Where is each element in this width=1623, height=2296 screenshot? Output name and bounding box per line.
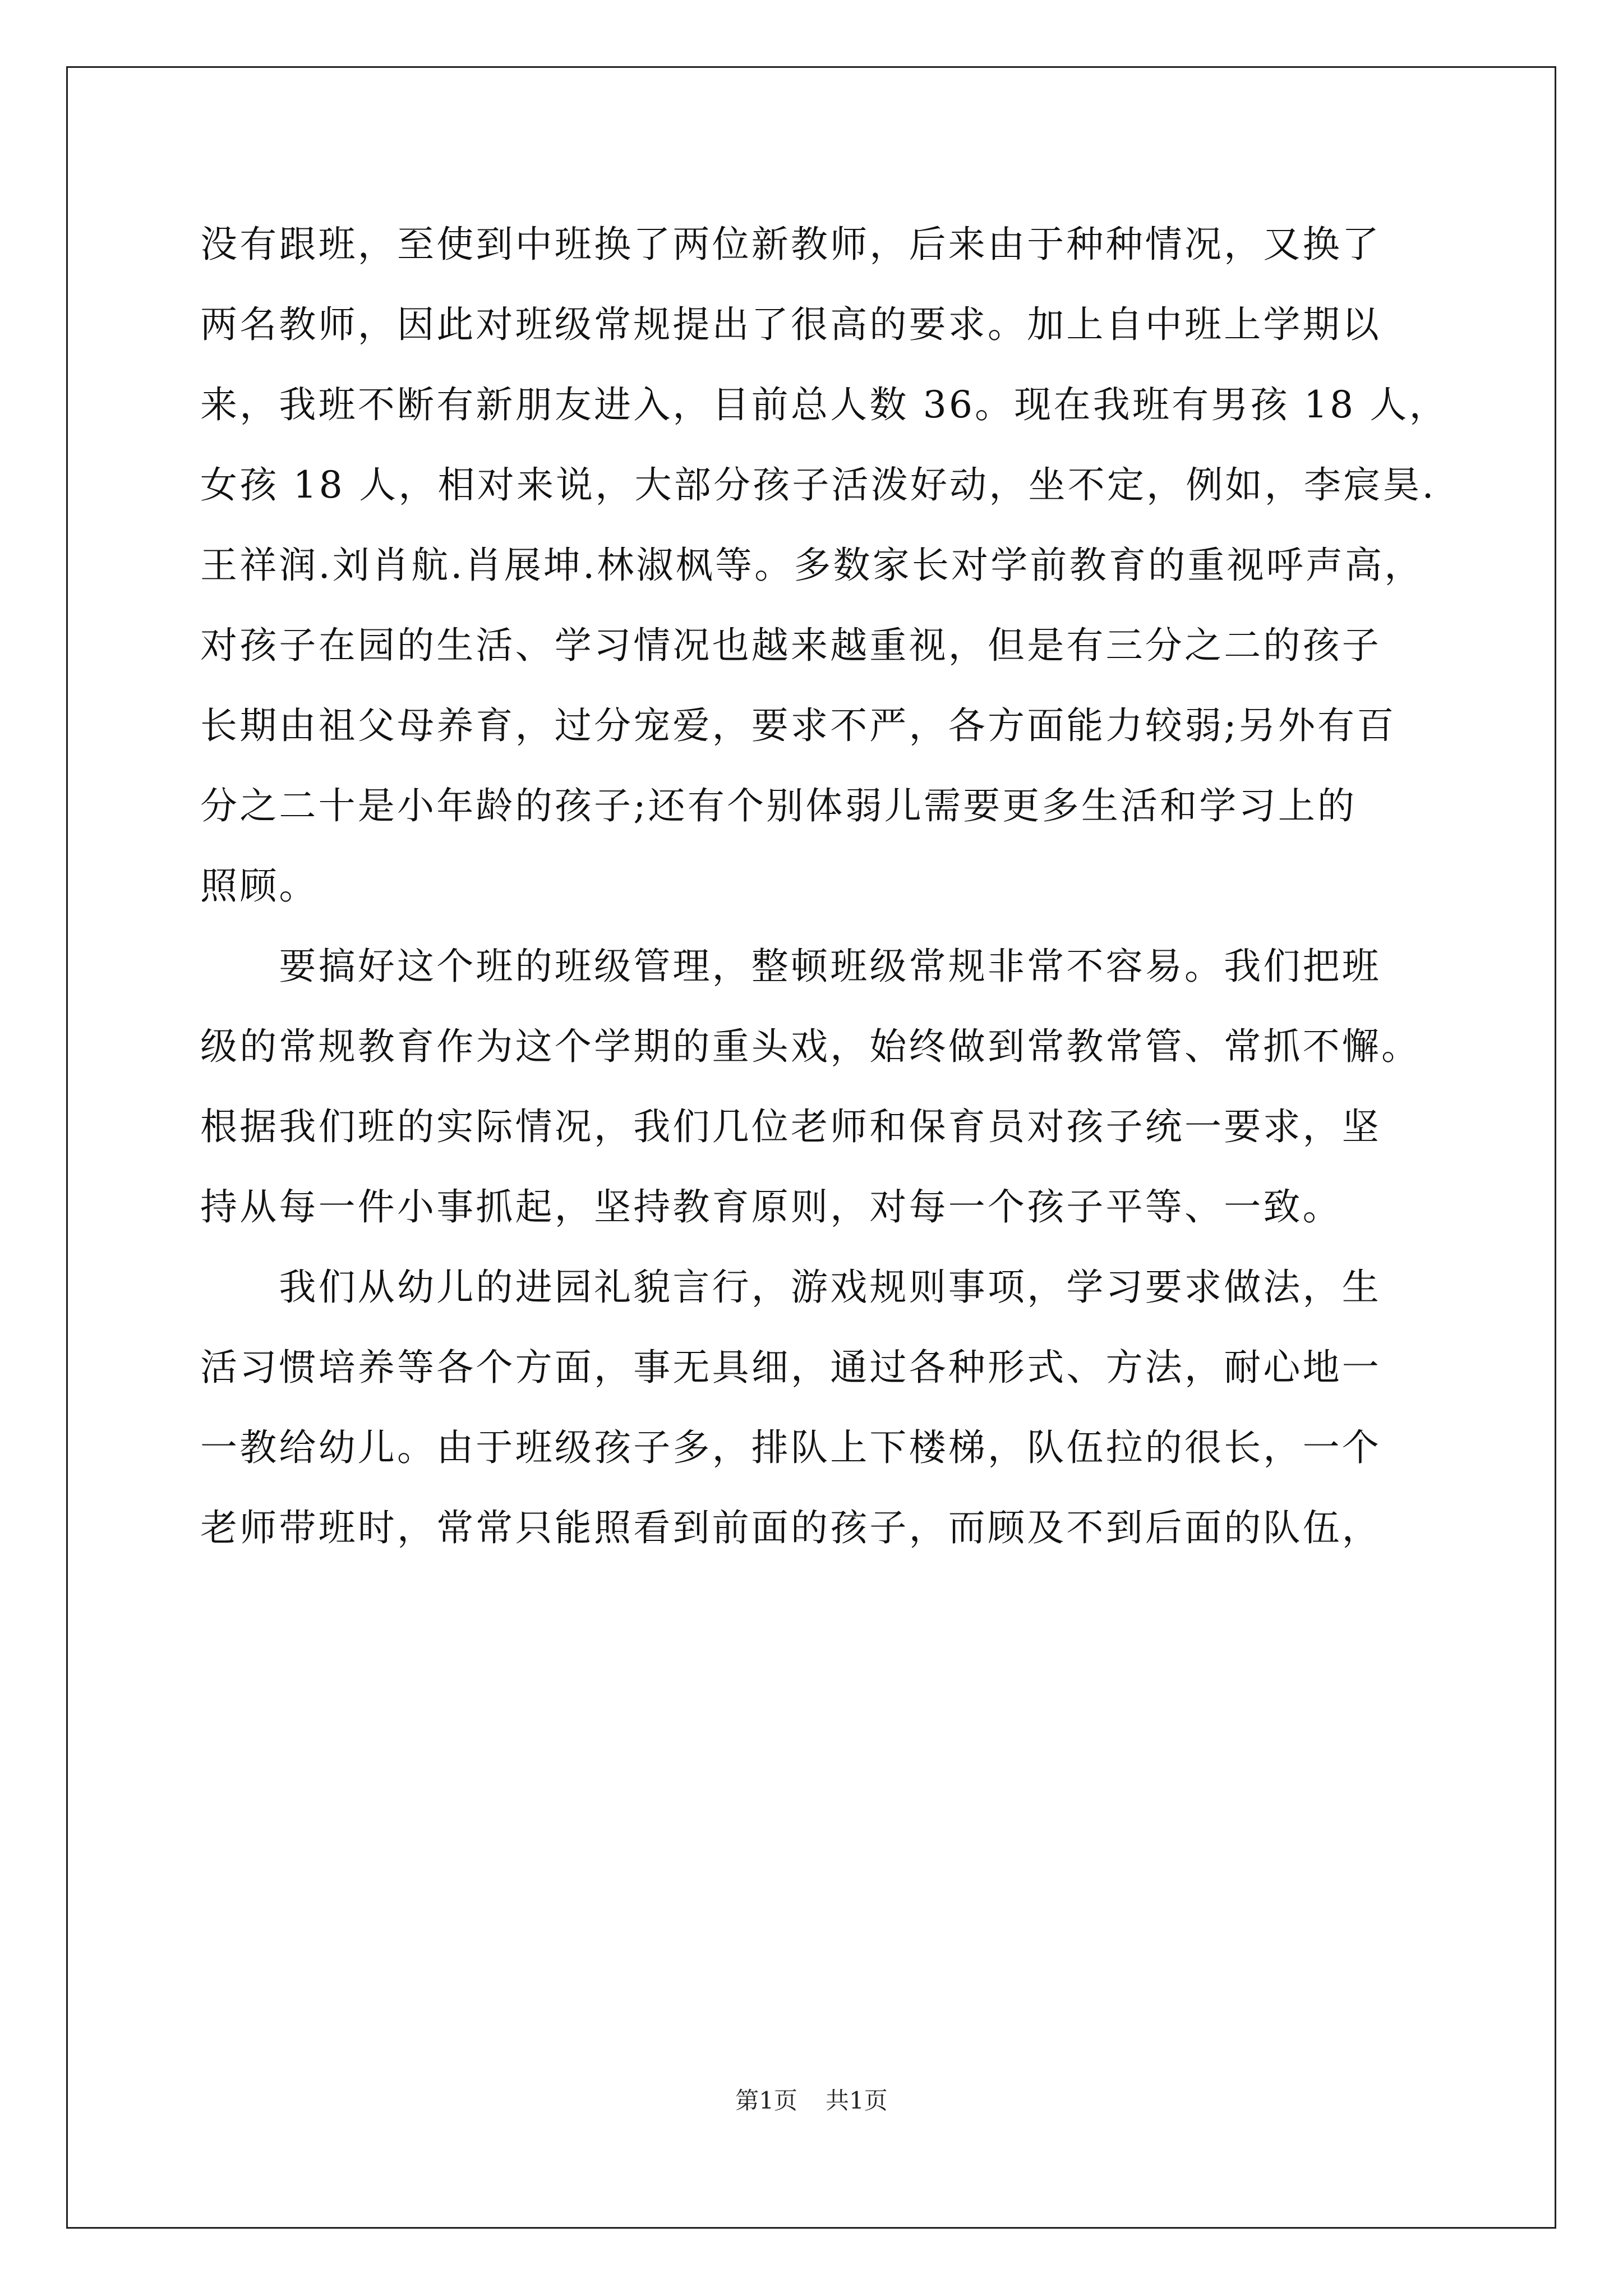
text-line: 分之二十是小年龄的孩子;还有个别体弱儿需要更多生活和学习上的 xyxy=(200,784,1357,827)
page-footer xyxy=(0,2087,1623,2115)
page-number: 第1页 xyxy=(735,2087,797,2114)
text-line: 我们从幼儿的进园礼貌言行，游戏规则事项，学习要求做法，生 xyxy=(200,1266,1381,1309)
page-total: 共1页 xyxy=(826,2087,888,2114)
text-line: 老师带班时，常常只能照看到前面的孩子，而顾及不到后面的队伍， xyxy=(200,1506,1381,1549)
text-line: 活习惯培养等各个方面，事无具细，通过各种形式、方法，耐心地一 xyxy=(200,1346,1381,1389)
document-body xyxy=(200,204,1449,1568)
text-line: 长期由祖父母养育，过分宠爱，要求不严，各方面能力较弱;另外有百 xyxy=(200,704,1396,747)
text-line: 持从每一件小事抓起，坚持教育原则，对每一个孩子平等、一致。 xyxy=(200,1185,1342,1228)
text-line: 要搞好这个班的班级管理，整顿班级常规非常不容易。我们把班 xyxy=(200,945,1381,988)
text-line: 照顾。 xyxy=(200,864,319,908)
text-line: 两名教师，因此对班级常规提出了很高的要求。加上自中班上学期以 xyxy=(200,303,1381,346)
text-line: 级的常规教育作为这个学期的重头戏，始终做到常教常管、常抓不懈。 xyxy=(200,1025,1421,1068)
text-line: 女孩 18 人，相对来说，大部分孩子活泼好动，坐不定，例如，李宸昊. xyxy=(200,463,1436,507)
text-line: 对孩子在园的生活、学习情况也越来越重视，但是有三分之二的孩子 xyxy=(200,624,1381,667)
text-line: 根据我们班的实际情况，我们几位老师和保育员对孩子统一要求，坚 xyxy=(200,1105,1381,1148)
text-line: 王祥润.刘肖航.肖展坤.林淑枫等。多数家长对学前教育的重视呼声高， xyxy=(200,544,1424,587)
text-line: 来，我班不断有新朋友进入，目前总人数 36。现在我班有男孩 18 人， xyxy=(200,383,1449,426)
text-line: 没有跟班，至使到中班换了两位新教师，后来由于种种情况，又换了 xyxy=(200,223,1381,266)
text-line: 一教给幼儿。由于班级孩子多，排队上下楼梯，队伍拉的很长，一个 xyxy=(200,1426,1381,1469)
